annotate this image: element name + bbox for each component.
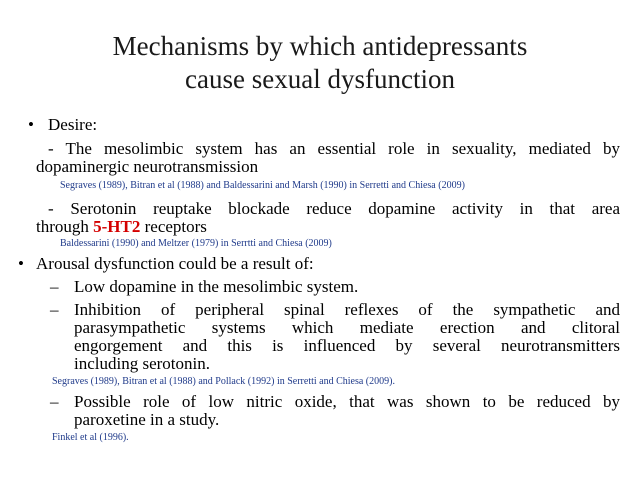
citation: Finkel et al (1996). bbox=[52, 432, 129, 443]
arousal-item-2-line-2: parasympathetic systems which mediate erection and clitoral bbox=[74, 318, 620, 337]
dash-bullet: – bbox=[50, 392, 59, 411]
slide-title bbox=[40, 30, 600, 96]
arousal-item-2-line-4: including serotonin. bbox=[74, 354, 210, 373]
arousal-item-2-line-3: engorgement and this is influenced by several neurotransmitters bbox=[74, 336, 620, 355]
arousal-item-2-line-1: Inhibition of peripheral spinal reflexes of the sympathetic and bbox=[74, 300, 620, 319]
bullet-dot: • bbox=[18, 254, 24, 273]
title-line-2: cause sexual dysfunction bbox=[185, 64, 455, 94]
dash-bullet: – bbox=[50, 300, 59, 319]
citation: Segraves (1989), Bitran et al (1988) and Baldessarini and Marsh (1990) in Serretti and Chiesa (2009) bbox=[60, 180, 465, 191]
text-fragment: receptors bbox=[140, 217, 207, 236]
title-line-1: Mechanisms by which antidepressants bbox=[112, 31, 528, 61]
citation: Baldessarini (1990) and Meltzer (1979) in Serrtti and Chiesa (2009) bbox=[60, 238, 332, 249]
desire-paragraph-2-line-1: - Serotonin reuptake blockade reduce dopamine activity in that area bbox=[48, 199, 620, 218]
arousal-heading: Arousal dysfunction could be a result of: bbox=[36, 254, 314, 273]
desire-heading: Desire: bbox=[48, 115, 98, 134]
desire-paragraph-1-line-1: - The mesolimbic system has an essential role in sexuality, mediated by bbox=[48, 139, 620, 158]
text-fragment: through bbox=[36, 217, 94, 236]
desire-paragraph-2-line-2 bbox=[36, 217, 207, 237]
receptor-highlight: 5-HT2 bbox=[93, 217, 141, 236]
bullet-dot: • bbox=[28, 115, 34, 134]
desire-paragraph-1-line-2: dopaminergic neurotransmission bbox=[36, 157, 259, 176]
arousal-item-1: Low dopamine in the mesolimbic system. bbox=[74, 277, 359, 296]
dash-bullet: – bbox=[50, 277, 59, 296]
arousal-item-3-line-2: paroxetine in a study. bbox=[74, 410, 220, 429]
citation: Segraves (1989), Bitran et al (1988) and Pollack (1992) in Serretti and Chiesa (2009). bbox=[52, 376, 395, 387]
arousal-item-3-line-1: Possible role of low nitric oxide, that was shown to be reduced by bbox=[74, 392, 620, 411]
